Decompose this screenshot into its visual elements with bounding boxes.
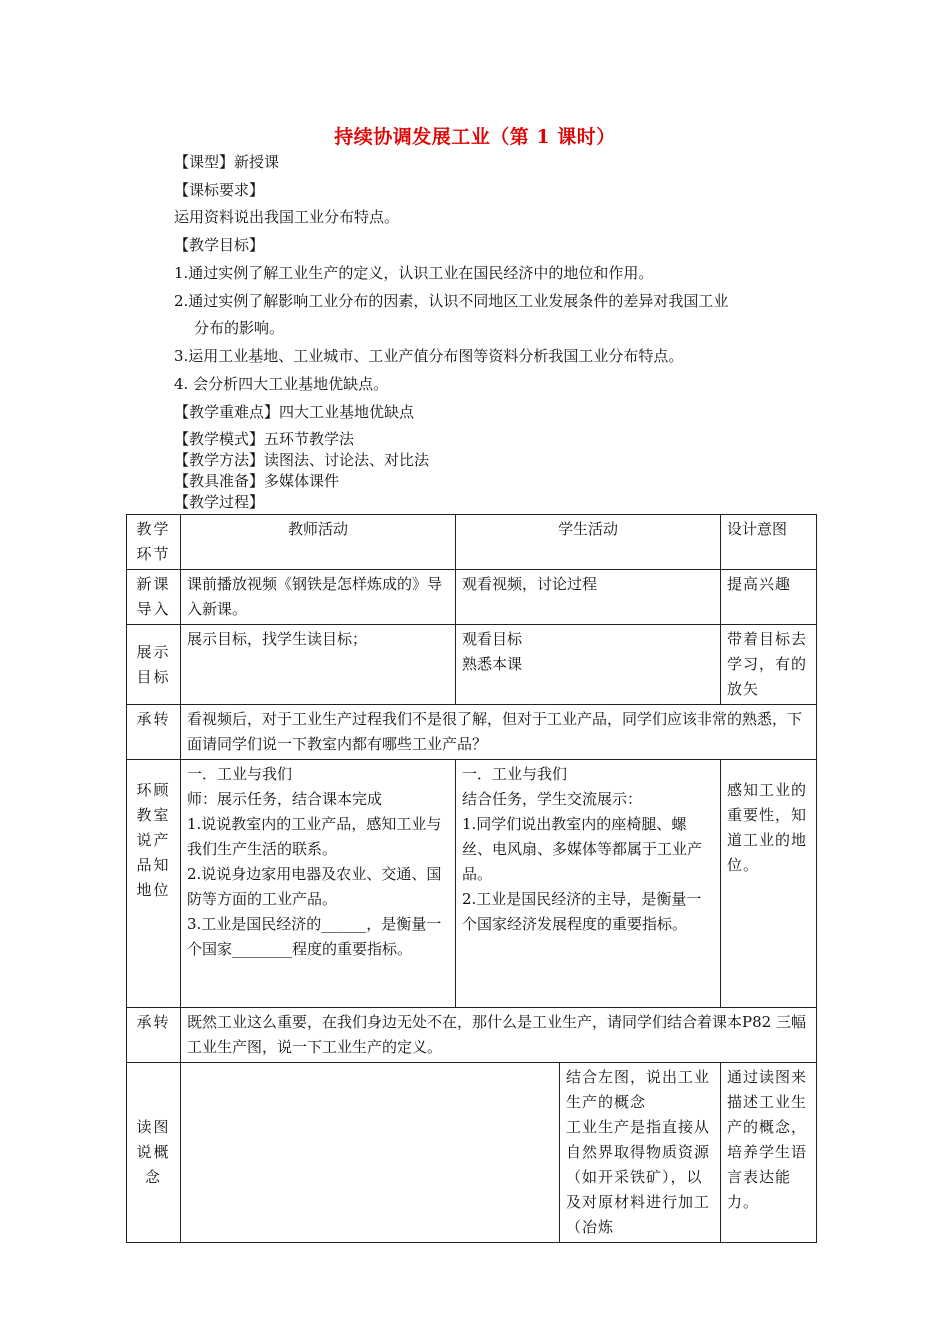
student-activity-cell: 观看视频，讨论过程 [456,570,721,625]
curriculum-requirement-heading: 【课标要求】 [174,181,265,199]
stage-cell: 承转 [127,1008,181,1063]
teaching-mode: 【教学模式】五环节教学法 [174,430,355,448]
curriculum-requirement-text: 运用资料说出我国工业分布特点。 [174,208,400,226]
teaching-process-heading: 【教学过程】 [174,493,265,511]
teaching-tools: 【教具准备】多媒体课件 [174,472,340,490]
read-map-inner-table [181,1063,720,1242]
read-map-cell [181,1063,721,1243]
stage-cell: 新课 导入 [127,570,181,625]
goal-2: 2.通过实例了解影响工业分布的因素，认识不同地区工业发展条件的差异对我国工业 [174,292,729,310]
header-design-intent: 设计意图 [721,515,817,570]
table-header-row [127,515,817,570]
goal-4: 4. 会分析四大工业基地优缺点。 [174,375,389,393]
lesson-plan-table [126,514,817,1243]
design-intent-cell: 带着目标去学习，有的放矢 [721,625,817,705]
lesson-type: 【课型】新授课 [174,153,280,171]
student-activity-cell: 结合左图，说出工业生产的概念 工业生产是指直接从自然界取得物质资源（如开采铁矿），以及对原材料进行加工（冶炼 [566,1068,711,1236]
table-row [127,1063,817,1243]
table-row [127,760,817,1008]
header-stage: 教学 环节 [127,515,181,570]
goal-3: 3.运用工业基地、工业城市、工业产值分布图等资料分析我国工业分布特点。 [174,347,684,365]
goal-2-continued: 分布的影响。 [194,319,285,337]
table-row [127,1008,817,1063]
teaching-goals-heading: 【教学目标】 [174,236,265,254]
image-placeholder-cell [181,1063,560,1242]
header-student-activity: 学生活动 [456,515,721,570]
transition-text-cell: 既然工业这么重要，在我们身边无处不在，那什么是工业生产，请同学们结合着课本P82 三幅工业生产图，说一下工业生产的定义。 [181,1008,817,1063]
header-teacher-activity: 教师活动 [181,515,456,570]
table-row [127,625,817,705]
student-activity-cell: 观看目标 熟悉本课 [456,625,721,705]
transition-text-cell: 看视频后，对于工业生产过程我们不是很了解，但对于工业产品，同学们应该非常的熟悉，下面请同学们说一下教室内都有哪些工业产品？ [181,705,817,760]
table-row [127,705,817,760]
teacher-activity-cell: 展示目标，找学生读目标； [181,625,456,705]
stage-cell: 承转 [127,705,181,760]
teacher-activity-cell: 课前播放视频《钢铁是怎样炼成的》导入新课。 [181,570,456,625]
document-title: 持续协调发展工业（第 1 课时） [334,126,616,148]
design-intent-cell: 感知工业的重要性，知道工业的地位。 [721,760,817,1008]
stage-cell: 环顾 教室 说产 品知 地位 [127,760,181,1008]
teacher-activity-cell: 一．工业与我们 师：展示任务，结合课本完成 1.说说教室内的工业产品，感知工业与我们生产生活的联系。 2.说说身边家用电器及农业、交通、国防等方面的工业产品。 3.工业是国民经济的______，是衡量一个国家________程度的重要指标。 [181,760,456,1008]
stage-cell: 读图 说概 念 [127,1063,181,1243]
goal-1: 1.通过实例了解工业生产的定义，认识工业在国民经济中的地位和作用。 [174,264,654,282]
design-intent-cell: 提高兴趣 [721,570,817,625]
design-intent-cell: 通过读图来描述工业生产的概念，培养学生语言表达能力。 [721,1063,817,1243]
teaching-method: 【教学方法】读图法、讨论法、对比法 [174,451,430,469]
student-activity-cell: 一．工业与我们 结合任务，学生交流展示： 1.同学们说出教室内的座椅腿、螺丝、电风扇、多媒体等都属于工业产品。 2.工业是国民经济的主导，是衡量一个国家经济发展程度的重要指标。 [456,760,721,1008]
key-difficulty: 【教学重难点】四大工业基地优缺点 [174,403,415,421]
table-row [127,570,817,625]
stage-cell: 展示 目标 [127,625,181,705]
